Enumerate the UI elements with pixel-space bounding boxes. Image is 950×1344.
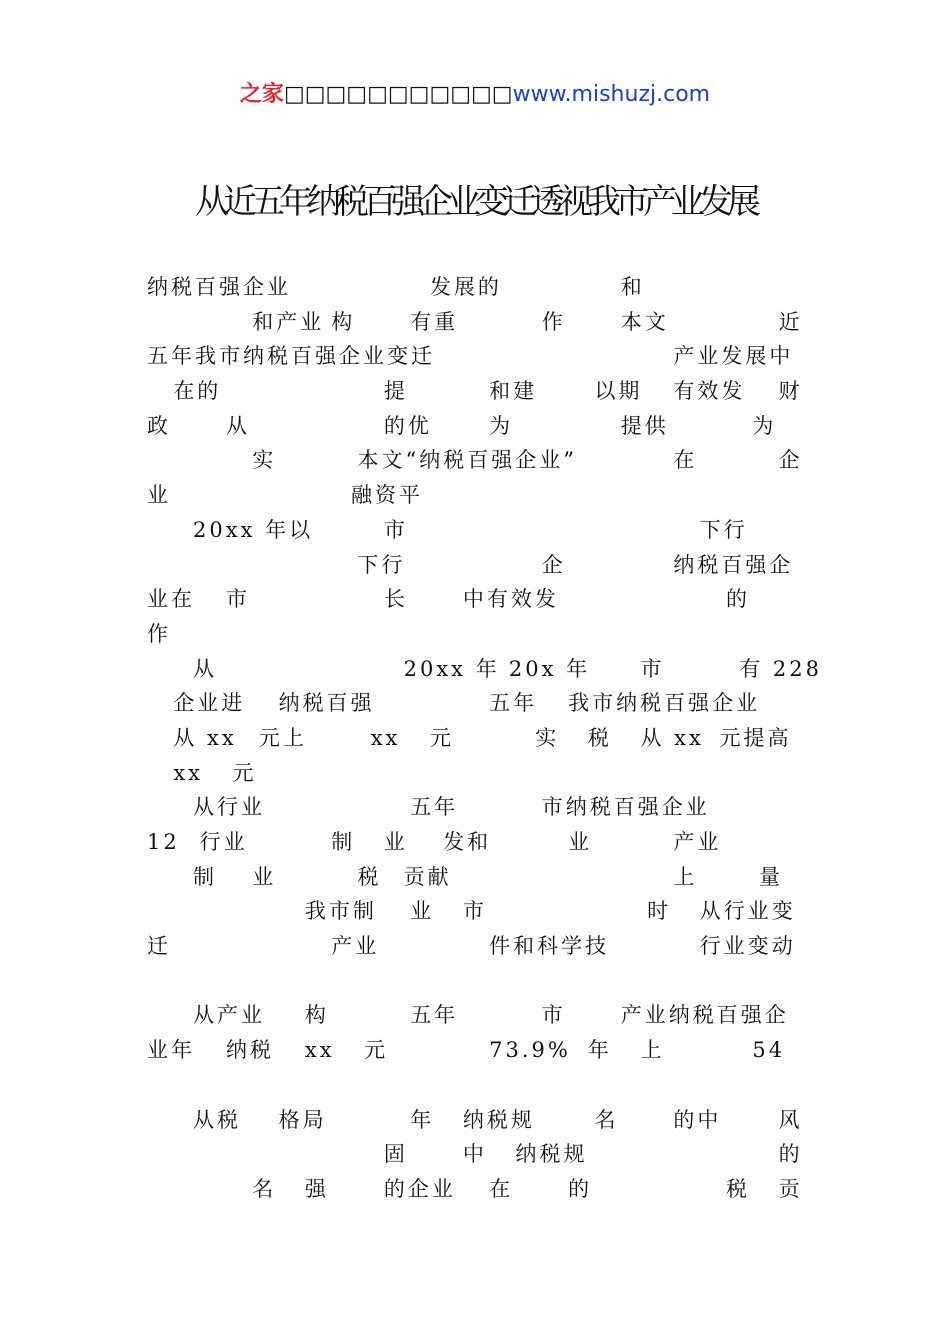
text-fragment: 件和科学技 bbox=[489, 934, 610, 959]
text-fragment: 业 bbox=[568, 830, 593, 854]
text-fragment: 的中 bbox=[673, 1107, 722, 1132]
text-line bbox=[147, 1137, 805, 1172]
text-fragment: 在 bbox=[673, 448, 698, 473]
text-fragment: 名 bbox=[594, 1107, 619, 1132]
text-fragment: 五年我市纳税百强企业变迁 bbox=[147, 344, 435, 369]
text-fragment: 名 bbox=[252, 1176, 277, 1201]
text-fragment: 产业 bbox=[331, 934, 380, 959]
text-fragment: 纳税百强企 bbox=[673, 552, 794, 577]
text-fragment: 产业纳税百强企 bbox=[620, 1003, 789, 1028]
text-fragment: 在的 bbox=[173, 379, 222, 404]
text-line bbox=[147, 825, 805, 860]
text-fragment: 纳税百强企业 bbox=[147, 275, 291, 299]
text-line bbox=[147, 1172, 805, 1207]
text-fragment: 产业发展中 bbox=[673, 344, 794, 369]
text-fragment: 实 bbox=[535, 725, 560, 750]
text-fragment: 市 bbox=[225, 587, 250, 612]
text-fragment: 产业 bbox=[673, 830, 722, 854]
text-line bbox=[147, 513, 805, 548]
text-fragment: 本文“纳税百强企业” bbox=[357, 448, 578, 473]
text-fragment: 年 bbox=[410, 1107, 435, 1132]
text-fragment: 我市纳税百强企业 bbox=[568, 691, 761, 716]
text-fragment: 的 bbox=[778, 1142, 803, 1167]
text-line bbox=[147, 1068, 805, 1103]
text-line bbox=[147, 305, 805, 340]
text-fragment: xx bbox=[304, 1038, 335, 1063]
text-fragment: 20xx 年 bbox=[403, 656, 500, 681]
text-line bbox=[147, 721, 805, 756]
text-line bbox=[147, 1033, 805, 1068]
text-fragment: 从 xx bbox=[173, 725, 237, 750]
text-fragment: 行业 bbox=[199, 830, 248, 854]
text-fragment: 市 bbox=[640, 656, 665, 681]
text-fragment: 中 bbox=[462, 1142, 487, 1167]
text-fragment: 我市制 bbox=[304, 899, 377, 924]
text-fragment: 下行 bbox=[699, 517, 748, 542]
text-fragment: 市 bbox=[383, 517, 408, 542]
text-fragment: 贡 bbox=[778, 1176, 803, 1201]
text-fragment: 风 bbox=[778, 1107, 803, 1132]
text-fragment: 从税 bbox=[193, 1107, 242, 1132]
text-fragment: 企业进 bbox=[173, 691, 246, 716]
text-line bbox=[147, 894, 805, 929]
text-fragment: 固 bbox=[383, 1142, 408, 1167]
text-fragment: 从产业 bbox=[193, 1003, 266, 1028]
text-fragment: 20xx 年以 bbox=[193, 517, 314, 542]
text-fragment: 市纳税百强企业 bbox=[541, 795, 710, 820]
text-line bbox=[147, 652, 822, 687]
text-fragment: 有效发 bbox=[673, 379, 746, 404]
text-fragment: 和 bbox=[620, 275, 645, 299]
text-fragment: 业年 bbox=[147, 1038, 195, 1063]
text-fragment: 和产业 bbox=[252, 309, 325, 334]
text-fragment: 元 bbox=[429, 725, 454, 750]
text-fragment: 发和 bbox=[443, 830, 492, 854]
text-fragment: 市 bbox=[462, 899, 487, 924]
text-fragment: 本文 bbox=[620, 309, 669, 334]
text-fragment: 的 bbox=[726, 587, 751, 612]
text-fragment: xx bbox=[173, 760, 203, 785]
text-fragment: 业 bbox=[252, 864, 277, 889]
site-brand: 之家 bbox=[239, 82, 284, 107]
text-fragment: 量 bbox=[758, 864, 783, 889]
text-fragment: 制 bbox=[193, 864, 218, 889]
text-fragment: 和建 bbox=[489, 379, 538, 404]
text-line bbox=[147, 339, 805, 374]
text-line bbox=[147, 409, 805, 444]
text-fragment: 元提高 bbox=[719, 725, 792, 750]
text-fragment: 构 bbox=[331, 309, 356, 334]
site-watermark-header bbox=[0, 80, 950, 110]
text-fragment: 提 bbox=[383, 379, 408, 404]
text-line bbox=[147, 478, 805, 513]
text-fragment: 为 bbox=[489, 413, 514, 438]
text-fragment: 企 bbox=[541, 552, 566, 577]
text-fragment: 年 bbox=[587, 1038, 612, 1063]
text-fragment: 企 bbox=[778, 448, 803, 473]
text-fragment: 有重 bbox=[410, 309, 459, 334]
text-fragment: 纳税规 bbox=[515, 1142, 588, 1167]
text-fragment: 制 bbox=[331, 830, 356, 854]
text-fragment: 构 bbox=[304, 1003, 329, 1028]
text-fragment: 20x 年 bbox=[508, 656, 591, 681]
text-fragment: 五年 bbox=[489, 691, 538, 716]
text-fragment: 从行业变 bbox=[699, 899, 796, 924]
text-line bbox=[147, 860, 805, 895]
document-body bbox=[147, 270, 822, 1207]
text-fragment: 的优 bbox=[383, 413, 432, 438]
text-fragment: 在 bbox=[489, 1176, 514, 1201]
text-line bbox=[147, 790, 805, 825]
text-fragment: 从 xx bbox=[640, 725, 704, 750]
text-fragment: 为 bbox=[752, 413, 777, 438]
text-fragment: 长 bbox=[383, 587, 408, 612]
document-title: 从近五年纳税百强企业变迁透视我市产业发展 bbox=[195, 182, 755, 222]
text-line bbox=[147, 756, 805, 791]
text-fragment: 12 bbox=[147, 830, 180, 854]
text-fragment: 有 228 bbox=[739, 656, 822, 681]
text-fragment: 提供 bbox=[620, 413, 669, 438]
text-line bbox=[147, 548, 805, 583]
text-fragment: 贡献 bbox=[403, 864, 452, 889]
text-fragment: 下行 bbox=[357, 552, 406, 577]
text-fragment: 五年 bbox=[410, 1003, 459, 1028]
text-fragment: 元 bbox=[364, 1038, 389, 1063]
text-fragment: 市 bbox=[541, 1003, 566, 1028]
text-line bbox=[147, 270, 805, 305]
text-fragment: 以期 bbox=[594, 379, 643, 404]
text-fragment: 作 bbox=[147, 621, 171, 646]
text-line bbox=[147, 998, 805, 1033]
text-fragment: 行业变动 bbox=[699, 934, 796, 959]
text-fragment: 税 bbox=[587, 725, 612, 750]
text-fragment: 从行业 bbox=[193, 795, 266, 820]
text-fragment: 业 bbox=[147, 483, 171, 508]
text-fragment: 上 bbox=[673, 864, 698, 889]
text-fragment: 时 bbox=[647, 899, 672, 924]
text-fragment: 纳税 bbox=[225, 1038, 274, 1063]
text-fragment: 强 bbox=[304, 1176, 329, 1201]
text-fragment: 税 bbox=[357, 864, 382, 889]
text-line bbox=[147, 964, 805, 999]
text-line bbox=[147, 443, 805, 478]
text-line bbox=[147, 929, 805, 964]
text-line bbox=[147, 1103, 805, 1138]
text-fragment: 元 bbox=[232, 760, 257, 785]
text-fragment: 税 bbox=[726, 1176, 751, 1201]
text-fragment: 政 bbox=[147, 413, 171, 438]
text-fragment: 发展的 bbox=[429, 275, 502, 299]
text-fragment: 73.9% bbox=[489, 1038, 571, 1063]
text-line bbox=[147, 582, 805, 617]
text-fragment: 业 bbox=[383, 830, 408, 854]
text-fragment: 中有效发 bbox=[462, 587, 559, 612]
text-fragment: 财 bbox=[778, 379, 803, 404]
text-fragment: 纳税规 bbox=[462, 1107, 535, 1132]
text-fragment: 五年 bbox=[410, 795, 459, 820]
text-fragment: 业在 bbox=[147, 587, 195, 612]
text-fragment: 格局 bbox=[278, 1107, 327, 1132]
site-url-link[interactable]: www.mishuzj.com bbox=[512, 82, 711, 107]
text-fragment: 迁 bbox=[147, 934, 171, 959]
text-line bbox=[147, 374, 805, 409]
text-fragment: 从 bbox=[193, 656, 218, 681]
text-line bbox=[147, 686, 805, 721]
text-fragment: 元上 bbox=[258, 725, 307, 750]
text-fragment: 上 bbox=[640, 1038, 665, 1063]
text-fragment: 的 bbox=[568, 1176, 593, 1201]
text-fragment: 实 bbox=[252, 448, 277, 473]
text-fragment: 融资平 bbox=[350, 483, 423, 508]
text-fragment: 纳税百强 bbox=[278, 691, 375, 716]
text-fragment: 近 bbox=[778, 309, 803, 334]
text-fragment: 从 bbox=[225, 413, 250, 438]
text-line bbox=[147, 617, 805, 652]
text-fragment: 作 bbox=[541, 309, 566, 334]
text-fragment: 的企业 bbox=[383, 1176, 456, 1201]
site-slogan: □□□□□□□□□□□ bbox=[283, 82, 513, 107]
text-fragment: 业 bbox=[410, 899, 435, 924]
text-fragment: 54 bbox=[752, 1038, 786, 1063]
text-fragment: xx bbox=[370, 725, 401, 750]
